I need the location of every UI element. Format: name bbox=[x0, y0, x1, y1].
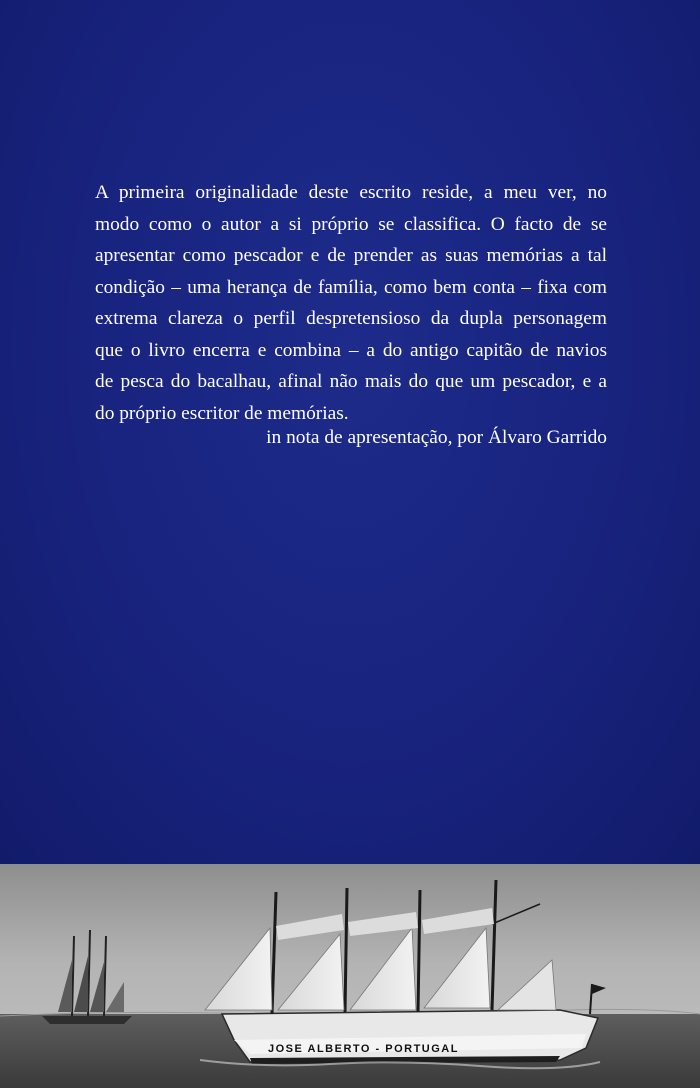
quote-line: que o livro encerra e combina – a do antigo capitão de navios bbox=[95, 339, 607, 361]
quote-line: apresentar como pescador e de prender as suas memórias a tal bbox=[95, 245, 607, 266]
quote-text bbox=[95, 177, 607, 429]
hull-lettering: JOSE ALBERTO - PORTUGAL bbox=[268, 1043, 459, 1055]
quote-line: modo como o autor a si próprio se classifica. O facto de se bbox=[95, 213, 607, 235]
quote-line: A primeira originalidade deste escrito reside, a meu ver, no bbox=[95, 182, 607, 203]
sailing-ships-illustration bbox=[0, 864, 700, 1088]
quote-line: condição – uma herança de família, como bem conta – fixa com bbox=[95, 276, 607, 298]
quote-line: do próprio escritor de memórias. bbox=[95, 402, 349, 424]
quote-line: de pesca do bacalhau, afinal não mais do que um pescador, e a bbox=[95, 371, 607, 392]
quote-line: extrema clareza o perfil despretensioso da dupla personagem bbox=[95, 308, 607, 329]
quote-attribution: in nota de apresentação, por Álvaro Garrido bbox=[266, 427, 607, 448]
sailing-ships-photo bbox=[0, 864, 700, 1088]
